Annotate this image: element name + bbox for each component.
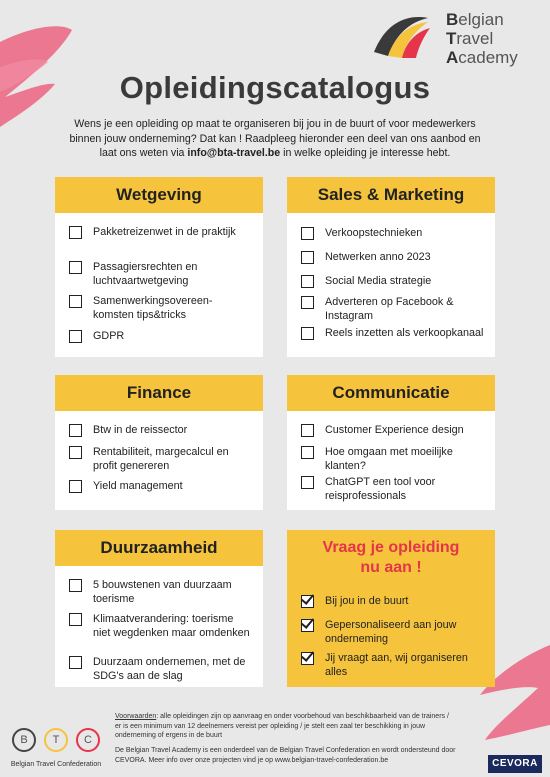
- list-item[interactable]: Customer Experience design: [301, 423, 485, 437]
- checkbox[interactable]: [69, 295, 82, 308]
- list-item[interactable]: Passagiersrechten en luchtvaartwetgeving: [69, 260, 253, 288]
- card-sales-marketing: [287, 177, 495, 357]
- checkbox[interactable]: [69, 424, 82, 437]
- request-training-panel: [287, 530, 495, 687]
- list-item[interactable]: Klimaatverandering: toerisme niet wegdenken maar omdenken: [69, 612, 253, 640]
- card-title: Communicatie: [287, 375, 495, 411]
- checkbox[interactable]: [69, 613, 82, 626]
- list-item[interactable]: Verkoopstechnieken: [301, 226, 485, 240]
- belgian-travel-academy-logo: [368, 8, 543, 70]
- checkbox[interactable]: [301, 446, 314, 459]
- checkbox[interactable]: [301, 424, 314, 437]
- checkbox[interactable]: [69, 480, 82, 493]
- card-title: Duurzaamheid: [55, 530, 263, 566]
- terms-text: Voorwaarden: alle opleidingen zijn op aanvraag en onder voorbehoud van beschikbaarheid van de trainers / er is een minimum van 12 deelnemers vereist per opleiding / je stelt een zaal ter beschikking in jouw onderneming of ergens in de buurt: [115, 713, 449, 739]
- checkbox[interactable]: [301, 251, 314, 264]
- info-text: De Belgian Travel Academy is een onderdeel van de Belgian Travel Confederation en wordt ondersteund door CEVORA. Meer info over onze projecten vind je op www.belgian-travel-confederation.be: [115, 747, 456, 764]
- card-finance: [55, 375, 263, 510]
- list-item[interactable]: 5 bouwstenen van duurzaam toerisme: [69, 578, 253, 606]
- card-duurzaamheid: [55, 530, 263, 687]
- benefit-item: Bij jou in de buurt: [301, 594, 485, 608]
- btc-letter-b: B: [12, 728, 36, 752]
- checkbox[interactable]: [69, 330, 82, 343]
- checkbox[interactable]: [301, 476, 314, 489]
- logo-swoosh-icon: [368, 12, 432, 60]
- list-item[interactable]: Rentabiliteit, margecalcul en profit genereren: [69, 445, 253, 473]
- checkbox[interactable]: [301, 327, 314, 340]
- checkbox[interactable]: [69, 656, 82, 669]
- cta-title: Vraag je opleiding nu aan !: [322, 539, 460, 576]
- list-item[interactable]: Adverteren op Facebook & Instagram: [301, 295, 485, 323]
- cevora-logo: CEVORA: [488, 755, 542, 773]
- card-wetgeving: [55, 177, 263, 357]
- list-item[interactable]: Pakketreizenwet in de praktijk: [69, 225, 253, 239]
- page-title: Opleidingscatalogus: [119, 70, 431, 105]
- checkbox[interactable]: [301, 296, 314, 309]
- list-item[interactable]: Social Media strategie: [301, 274, 485, 288]
- btc-letter-t: T: [44, 728, 68, 752]
- logo-wordmark: Belgian Travel Academy: [446, 10, 518, 67]
- checkbox[interactable]: [69, 446, 82, 459]
- checkbox[interactable]: [69, 226, 82, 239]
- benefit-item: Jij vraagt aan, wij organiseren alles: [301, 651, 485, 679]
- btc-label: Belgian Travel Confederation: [10, 761, 102, 768]
- checkmark-icon: [301, 652, 314, 665]
- btc-logo: [6, 716, 106, 772]
- list-item[interactable]: Duurzaam ondernemen, met de SDG's aan de slag: [69, 655, 253, 683]
- list-item[interactable]: Netwerken anno 2023: [301, 250, 485, 264]
- list-item[interactable]: Hoe omgaan met moeilijke klanten?: [301, 445, 485, 473]
- benefit-item: Gepersonaliseerd aan jouw onderneming: [301, 618, 485, 646]
- list-item[interactable]: Reels inzetten als verkoopkanaal: [301, 326, 485, 340]
- checkbox[interactable]: [301, 227, 314, 240]
- list-item[interactable]: GDPR: [69, 329, 253, 343]
- list-item[interactable]: Yield management: [69, 479, 253, 493]
- checkbox[interactable]: [69, 579, 82, 592]
- checkbox[interactable]: [69, 261, 82, 274]
- card-communicatie: [287, 375, 495, 510]
- list-item[interactable]: ChatGPT een tool voor reisprofessionals: [301, 475, 485, 503]
- checkbox[interactable]: [301, 275, 314, 288]
- btc-letter-c: C: [76, 728, 100, 752]
- intro-paragraph: Wens je een opleiding op maat te organiseren bij jou in de buurt of voor medewerkers binnen jouw onderneming? Dat kan ! Raadpleeg hieronder een deel van ons aanbod en laat ons weten via info@bta-travel.be in welke opleiding je interesse hebt.: [69, 118, 481, 159]
- card-title: Wetgeving: [55, 177, 263, 213]
- list-item[interactable]: Samenwerkingsovereen-komsten tips&tricks: [69, 294, 253, 322]
- contact-email[interactable]: info@bta-travel.be: [187, 147, 281, 159]
- card-title: Sales & Marketing: [287, 177, 495, 213]
- card-title: Finance: [55, 375, 263, 411]
- checkmark-icon: [301, 595, 314, 608]
- checkmark-icon: [301, 619, 314, 632]
- list-item[interactable]: Btw in de reissector: [69, 423, 253, 437]
